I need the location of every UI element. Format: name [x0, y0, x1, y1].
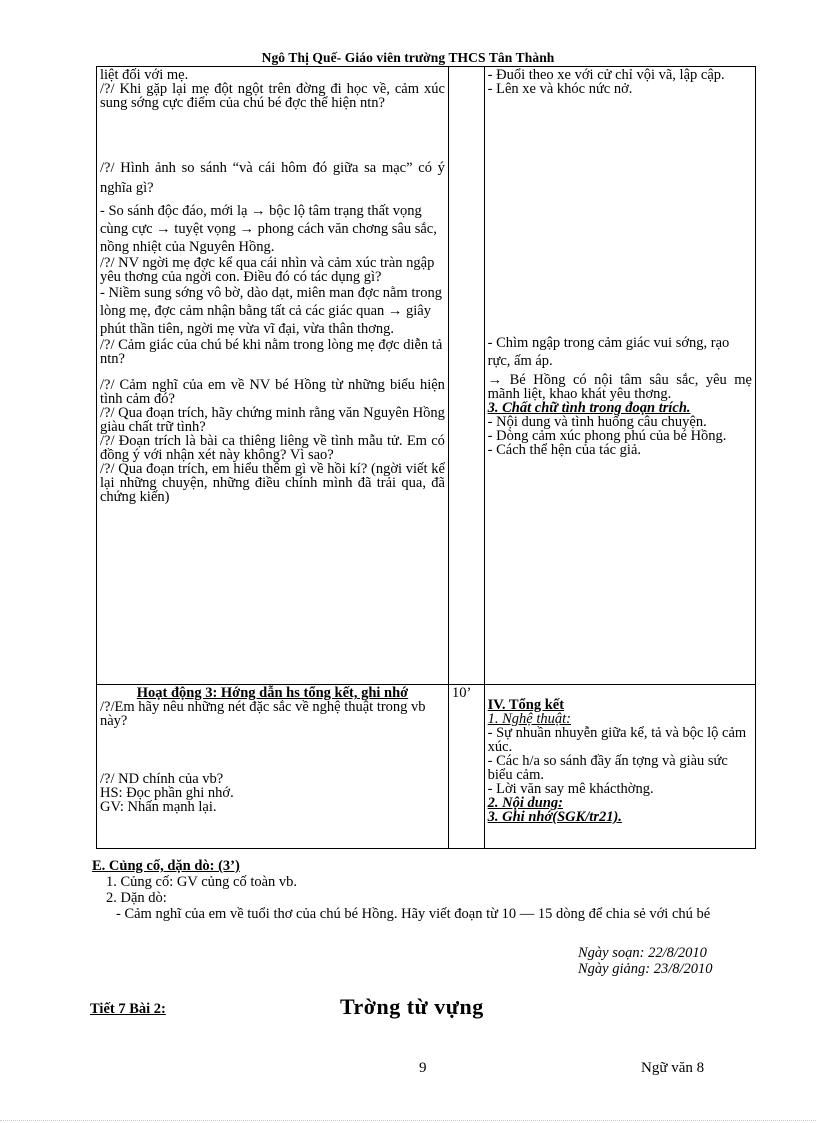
answer: - So sánh độc đáo, mới lạ → bộc lộ tâm trạng thất vọng cùng cực → tuyệt vọng → phong cách văn chơng sâu sắc, nồng nhiệt của Nguyên Hồng. [100, 203, 437, 255]
content-line: - Đuổi theo xe với cử chỉ vội vã, lập cập. [487, 67, 725, 83]
sub-heading: 1. Nghệ thuật: [487, 711, 572, 727]
table-row [97, 685, 756, 849]
content-line: - Lên xe và khóc nức nở. [487, 81, 633, 97]
section-title: E. Củng cố, dặn dò: (3’) [92, 858, 240, 874]
lesson-title: Trờng từ vựng [340, 994, 484, 1019]
time-cell: 10’ [448, 685, 484, 849]
page-header: Ngô Thị Quế- Giáo viên trường THCS Tân Thành [261, 50, 555, 65]
text-line: HS: Đọc phần ghi nhớ. [100, 785, 234, 801]
content-line: - Dòng cảm xúc phong phú của bé Hồng. [487, 428, 727, 444]
text-line: 1. Củng cố: GV củng cố toàn vb. [106, 874, 298, 890]
section-heading: 3. Chất chữ tình trong đoạn trích. [487, 400, 691, 416]
answer: - Niềm sung sớng vô bờ, dào dạt, miên man đợc nằm trong lòng mẹ, đợc cảm nhận bằng tất cả các giác quan → giây phút thần tiên, ngời mẹ vừa vĩ đại, vừa thân thơng. [100, 285, 442, 337]
content-line: → Bé Hồng có nội tâm sâu sắc, yêu mẹ mãnh liệt, khao khát yêu thơng. [487, 372, 752, 402]
text-line: GV: Nhấn mạnh lại. [100, 799, 217, 815]
question: /?/ Qua đoạn trích, em hiểu thêm gì về hồi kí? (ngời viết kể lại những chuyện, những điều chính mình đã trải qua, đã chứng kiến) [100, 461, 445, 505]
question: /?/ Cảm nghĩ của em về NV bé Hồng từ những biểu hiện tình cảm đó? [100, 377, 445, 407]
question: /?/ Khi gặp lại mẹ đột ngột trên đờng đi học về, cảm xúc sung sớng cực điểm của chú bé đợc thể hiện ntn? [100, 81, 445, 111]
dates-block [578, 945, 713, 977]
question: /?/ Hình ảnh so sánh “và cái hôm đó giữa sa mạc” có ý nghĩa gì? [100, 160, 445, 196]
text-line: 2. Dặn dò: [106, 890, 167, 906]
teacher-activity-cell [97, 685, 449, 849]
content-cell [484, 685, 755, 849]
time-cell [448, 67, 484, 685]
question: /?/ Đoạn trích là bài ca thiêng liêng về tình mẫu tử. Em có đồng ý với nhận xét này không? Vì sao? [100, 433, 445, 463]
teacher-activity-cell [97, 67, 449, 685]
question: /?/ Qua đoạn trích, hãy chứng minh rằng văn Nguyên Hồng giàu chất trữ tình? [100, 405, 445, 435]
question: /?/ NV ngời mẹ đợc kể qua cái nhìn và cảm xúc tràn ngập yêu thơng của ngời con. Điều đó có tác dụng gì? [100, 255, 435, 285]
lesson-table [96, 66, 756, 849]
content-line: - Sự nhuần nhuyễn giữa kể, tả và bộc lộ cảm xúc. [487, 725, 747, 755]
question: /?/Em hãy nêu những nét đặc sắc về nghệ thuật trong vb này? [100, 699, 426, 729]
question: /?/ ND chính của vb? [100, 771, 224, 787]
content-cell [484, 67, 755, 685]
content-line: - Nội dung và tình huống câu chuyện. [487, 414, 707, 430]
table-row [97, 67, 756, 685]
content-line: - Chìm ngập trong cảm giác vui sớng, rạo rực, ấm áp. [487, 335, 730, 369]
sub-heading: 3. Ghi nhớ(SGK/tr21). [487, 809, 622, 825]
page-number: 9 [419, 1060, 427, 1076]
content-line: - Lời văn say mê khácthờng. [487, 781, 654, 797]
section-heading: IV. Tổng kết [487, 697, 565, 713]
question: /?/ Cảm giác của chú bé khi nằm trong lòng mẹ đợc diễn tả ntn? [100, 337, 443, 367]
content-line: - Các h/a so sánh đầy ấn tợng và giàu sức biểu cảm. [487, 753, 728, 783]
consolidation-section [92, 858, 732, 922]
text-line: - Cảm nghĩ của em về tuổi thơ của chú bé Hồng. Hãy viết đoạn từ 10 — 15 dòng để chia sẻ với chú bé [116, 906, 711, 922]
text-line: liệt đối với mẹ. [100, 67, 189, 83]
sub-heading: 2. Nội dung: [487, 795, 563, 811]
page-divider [0, 1120, 816, 1121]
subject-label: Ngữ văn 8 [641, 1060, 705, 1076]
prep-date: Ngày soạn: 22/8/2010 [578, 945, 707, 961]
content-line: - Cách thể hện của tác giả. [487, 442, 642, 458]
teach-date: Ngày giảng: 23/8/2010 [578, 961, 713, 977]
lesson-label: Tiết 7 Bài 2: [90, 1001, 166, 1017]
activity-title: Hoạt động 3: Hớng dẫn hs tổng kết, ghi nhớ [136, 685, 409, 701]
